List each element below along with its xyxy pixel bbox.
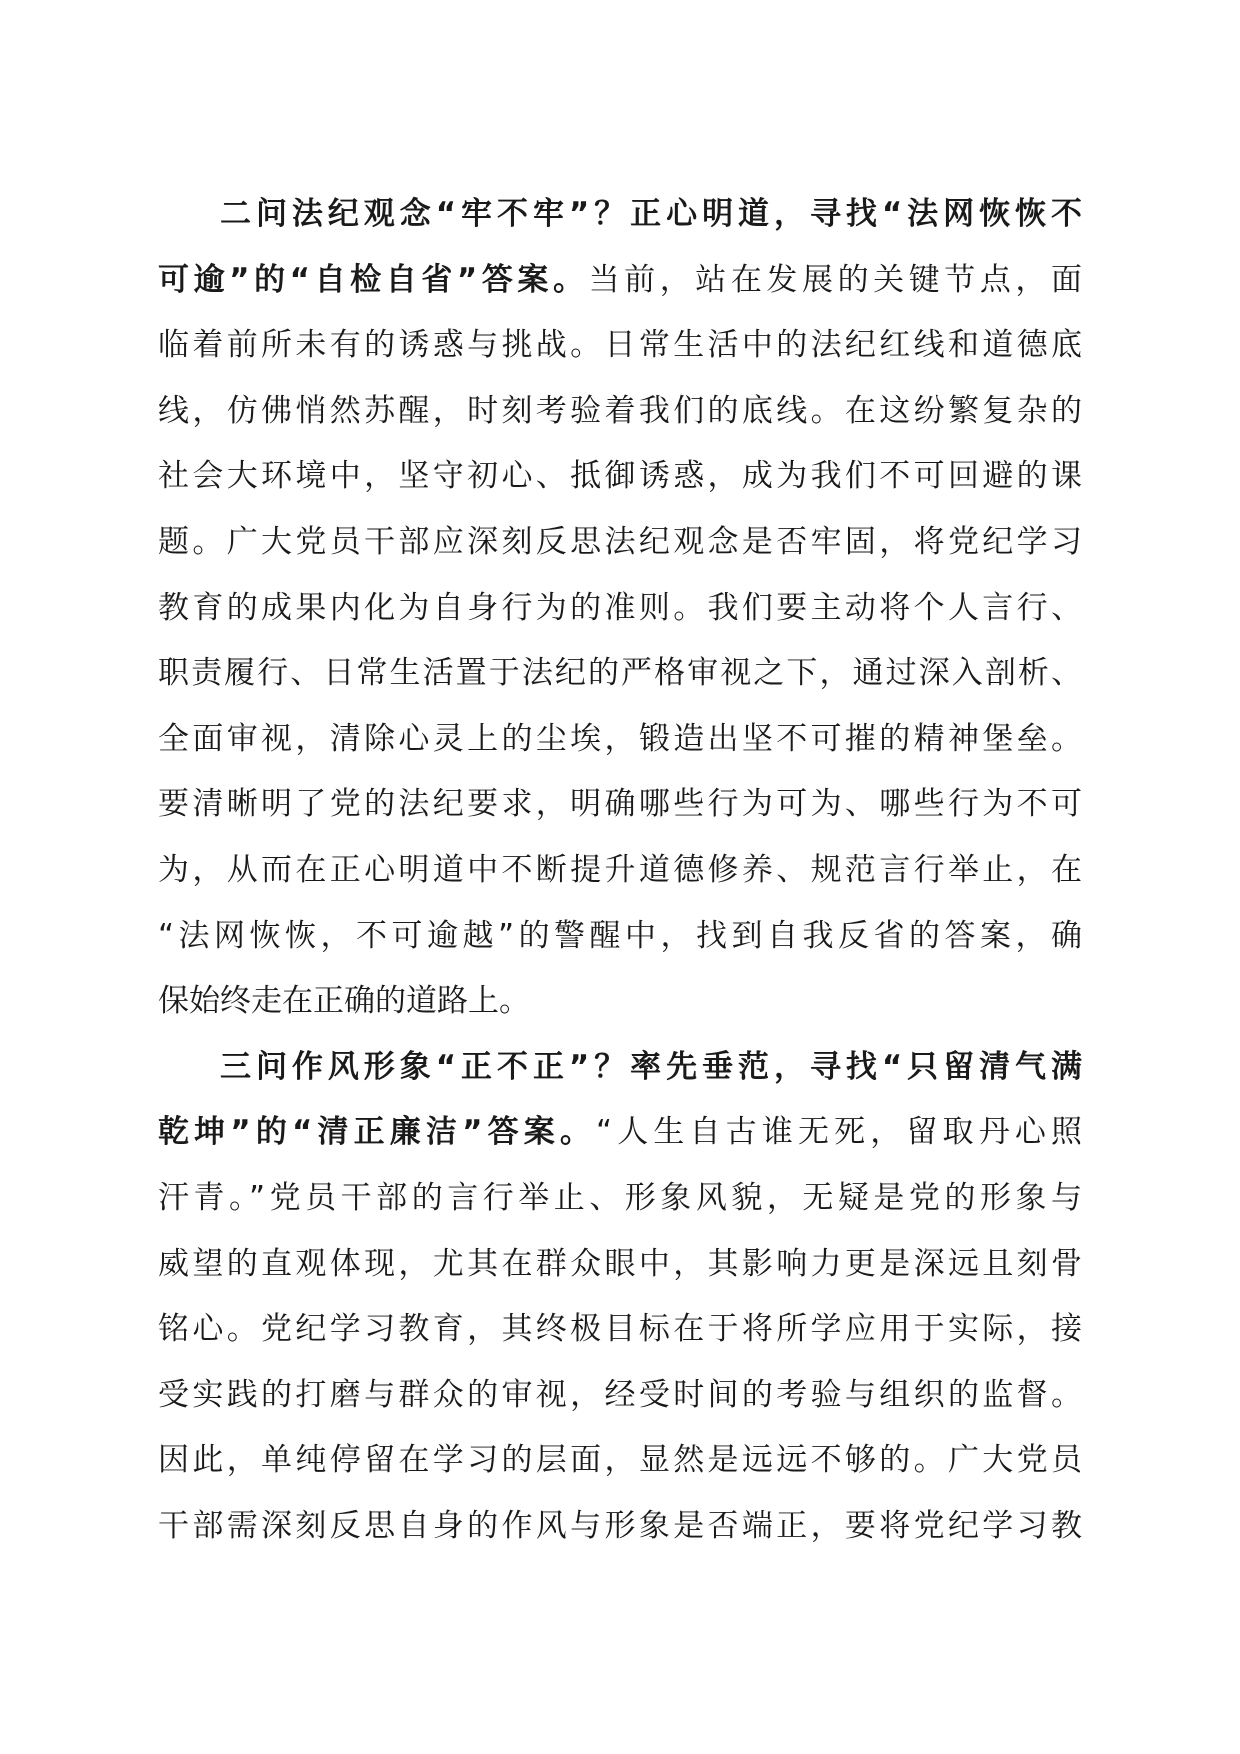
body-text	[158, 182, 1082, 1559]
text-line	[158, 969, 1082, 1035]
body-sentence: 职责履行、日常生活置于法纪的严格审视之下，通过深入剖析、	[158, 655, 1082, 692]
text-line	[158, 1035, 1082, 1101]
text-line	[158, 1232, 1082, 1298]
paragraph-heading: 三问作风形象“正不正”？率先垂范，寻找“只留清气满	[220, 1048, 1082, 1085]
body-sentence: 全面审视，清除心灵上的尘埃，锻造出坚不可摧的精神堡垒。	[158, 720, 1082, 757]
text-line	[158, 1166, 1082, 1232]
text-line	[158, 904, 1082, 970]
text-line	[158, 1494, 1082, 1560]
paragraph-heading: 乾坤”的“清正廉洁”答案。	[158, 1114, 597, 1151]
text-line	[158, 379, 1082, 445]
text-line	[158, 248, 1082, 314]
paragraph	[158, 1035, 1082, 1560]
text-line	[158, 510, 1082, 576]
text-line	[158, 576, 1082, 642]
paragraph-heading: 可逾”的“自检自省”答案。	[158, 261, 589, 298]
paragraph-heading: 二问法纪观念“牢不牢”？正心明道，寻找“法网恢恢不	[220, 196, 1082, 232]
text-line	[158, 182, 1082, 248]
body-sentence: 教育的成果内化为自身行为的准则。我们要主动将个人言行、	[158, 589, 1082, 626]
text-line	[158, 772, 1082, 838]
body-sentence: 干部需深刻反思自身的作风与形象是否端正，要将党纪学习教	[158, 1507, 1082, 1544]
text-line	[158, 838, 1082, 904]
text-line	[158, 313, 1082, 379]
text-line	[158, 707, 1082, 773]
paragraph	[158, 182, 1082, 1035]
body-sentence: 线，仿佛悄然苏醒，时刻考验着我们的底线。在这纷繁复杂的	[158, 392, 1082, 429]
text-line	[158, 641, 1082, 707]
text-line	[158, 1297, 1082, 1363]
text-line	[158, 1363, 1082, 1429]
body-sentence: 当前，站在发展的关键节点，面	[588, 261, 1082, 298]
body-sentence: 因此，单纯停留在学习的层面，显然是远远不够的。广大党员	[158, 1442, 1082, 1479]
body-sentence: “人生自古谁无死，留取丹心照	[596, 1114, 1082, 1151]
text-line	[158, 444, 1082, 510]
body-sentence: 保始终走在正确的道路上。	[158, 983, 530, 1020]
body-sentence: 要清晰明了党的法纪要求，明确哪些行为可为、哪些行为不可	[158, 786, 1082, 823]
body-sentence: 威望的直观体现，尤其在群众眼中，其影响力更是深远且刻骨	[158, 1245, 1082, 1282]
text-line	[158, 1100, 1082, 1166]
body-sentence: 社会大环境中，坚守初心、抵御诱惑，成为我们不可回避的课	[158, 458, 1082, 495]
body-sentence: “法网恢恢，不可逾越”的警醒中，找到自我反省的答案，确	[158, 917, 1082, 954]
text-line	[158, 1428, 1082, 1494]
body-sentence: 受实践的打磨与群众的审视，经受时间的考验与组织的监督。	[158, 1376, 1082, 1413]
body-sentence: 题。广大党员干部应深刻反思法纪观念是否牢固，将党纪学习	[158, 523, 1082, 560]
body-sentence: 临着前所未有的诱惑与挑战。日常生活中的法纪红线和道德底	[158, 327, 1082, 364]
body-sentence: 汗青。”党员干部的言行举止、形象风貌，无疑是党的形象与	[158, 1179, 1082, 1216]
body-sentence: 铭心。党纪学习教育，其终极目标在于将所学应用于实际，接	[158, 1311, 1082, 1348]
body-sentence: 为，从而在正心明道中不断提升道德修养、规范言行举止，在	[158, 851, 1082, 888]
